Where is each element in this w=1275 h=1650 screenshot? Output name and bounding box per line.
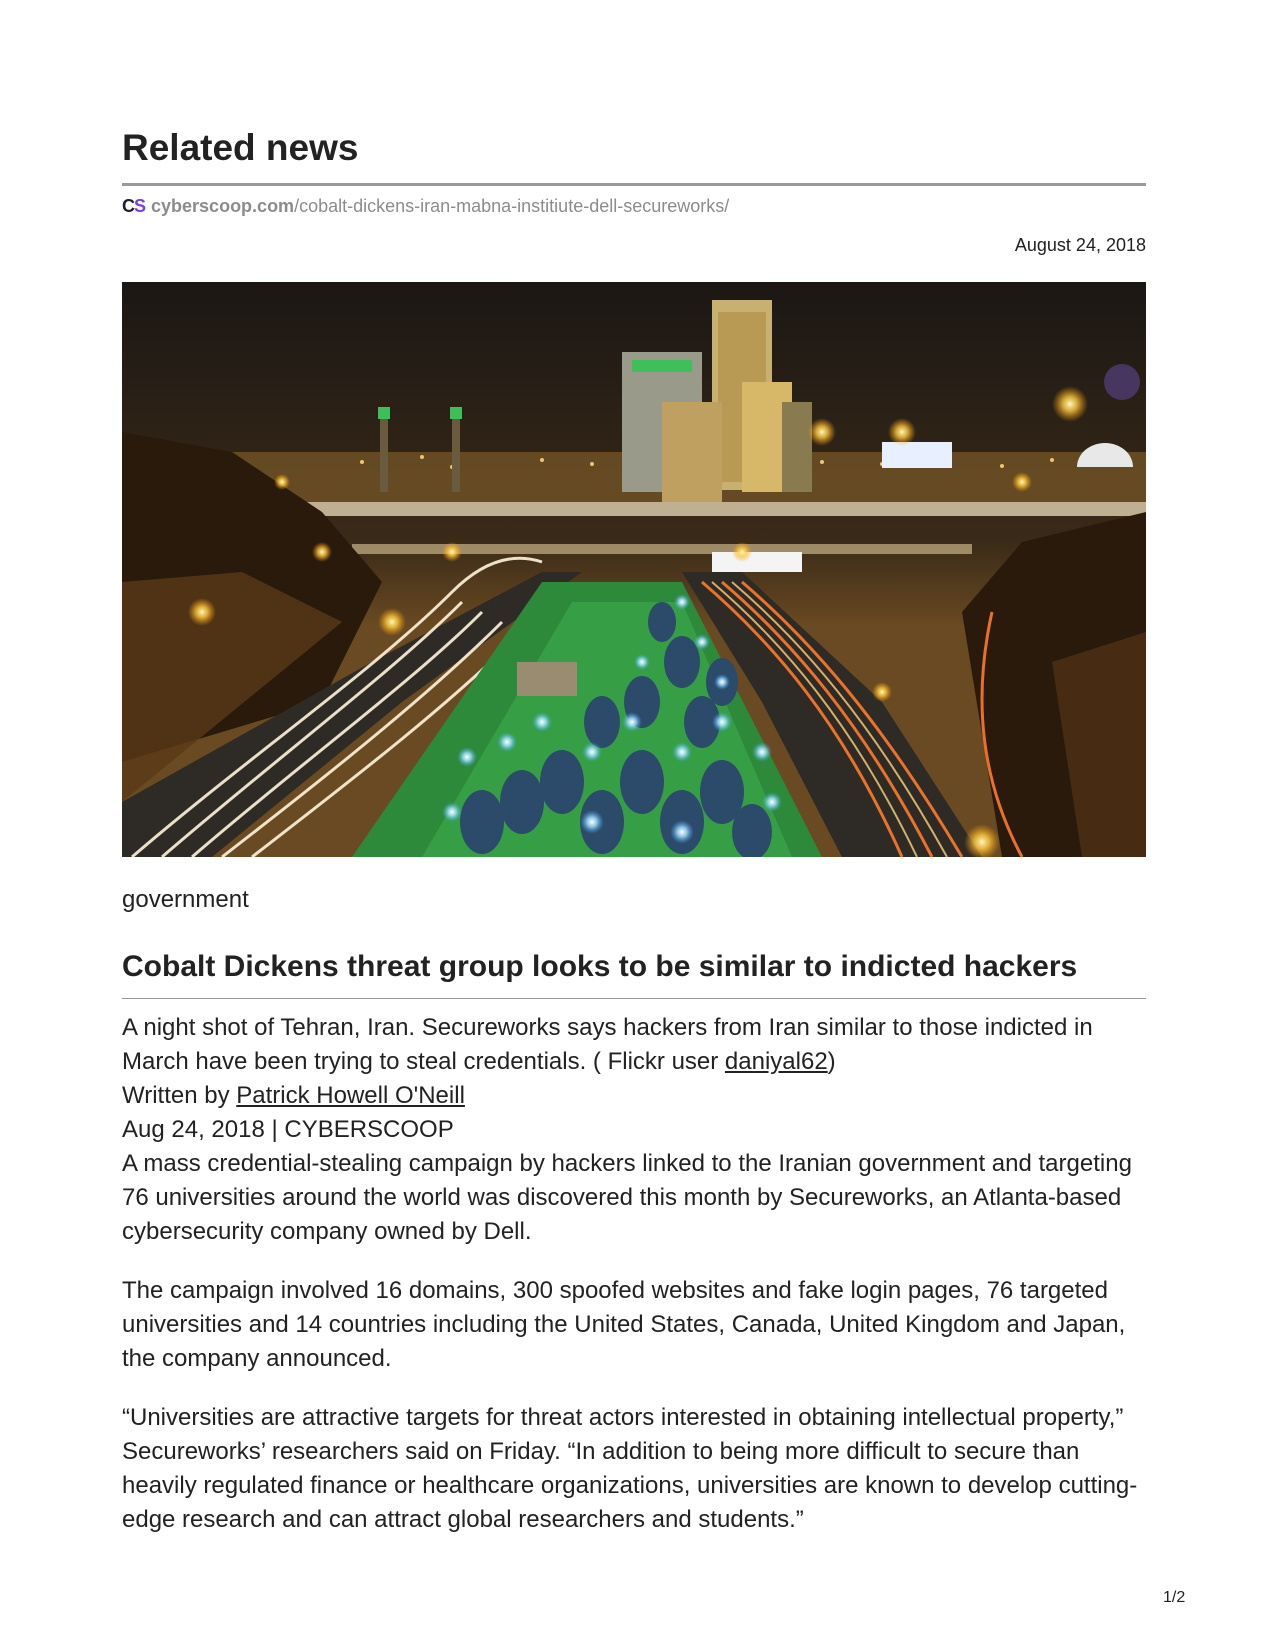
source-path[interactable]: /cobalt-dickens-iran-mabna-institiute-dell-secureworks/ xyxy=(294,196,730,216)
byline: Written by Patrick Howell O'Neill xyxy=(122,1082,465,1109)
article-title: Cobalt Dickens threat group looks to be similar to indicted hackers xyxy=(122,950,1078,983)
source-line xyxy=(122,196,729,217)
page-number: 1/2 xyxy=(1163,1589,1186,1606)
paragraph-2: The campaign involved 16 domains, 300 spoofed websites and fake login pages, 76 targeted universities and 14 countries including the United States, Canada, United Kingdom and Japan, the company announced. xyxy=(122,1277,1126,1372)
paragraph-3: “Universities are attractive targets for threat actors interested in obtaining intellectual property,” Secureworks’ researchers said on Friday. “In addition to being more difficult to secure than heavily regulated finance or healthcare organizations, universities are known to develop cutting-edge research and can attract global researchers and students.” xyxy=(122,1404,1138,1533)
source-domain[interactable]: cyberscoop.com xyxy=(151,196,295,216)
author-link[interactable]: Patrick Howell O'Neill xyxy=(236,1082,465,1109)
paragraph-1: A mass credential-stealing campaign by hackers linked to the Iranian government and targeting 76 universities around the world was discovered this month by Secureworks, an Atlanta-based cybersecurity company owned by Dell. xyxy=(122,1150,1132,1245)
photo-caption: A night shot of Tehran, Iran. Secureworks says hackers from Iran similar to those indicted in March have been trying to steal credentials. ( Flickr user daniyal62) xyxy=(122,1014,1093,1075)
tehran-night-photo xyxy=(122,282,1146,857)
title-divider xyxy=(122,183,1146,186)
category-tag[interactable]: government xyxy=(122,886,249,913)
dateline: Aug 24, 2018 | CYBERSCOOP xyxy=(122,1116,454,1143)
flickr-user-link[interactable]: daniyal62 xyxy=(724,1048,828,1075)
cyberscoop-logo-icon: CS xyxy=(122,196,146,216)
article-divider xyxy=(122,998,1146,999)
publish-date: August 24, 2018 xyxy=(1014,235,1146,255)
section-title: Related news xyxy=(122,127,359,168)
tehran-night-photo-icon xyxy=(122,282,1146,857)
article-body xyxy=(122,1011,1146,1537)
